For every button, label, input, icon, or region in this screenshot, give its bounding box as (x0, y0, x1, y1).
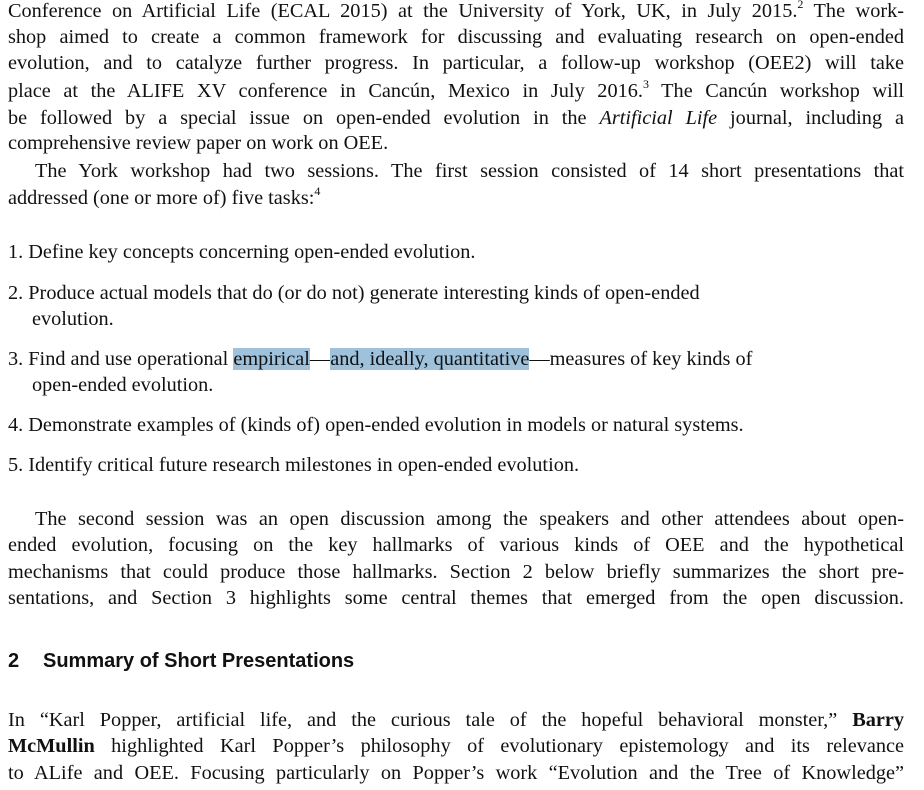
footnote-3-marker[interactable]: 3 (642, 77, 649, 91)
p4-line-2 (8, 733, 904, 759)
p1-line-4 (8, 78, 904, 104)
p1-line-6: comprehensive review paper on work on OEE. (8, 132, 389, 154)
p1-text: be followed by a special issue on open-ended evolution in the (8, 107, 600, 129)
p4-text: highlighted Karl Popper’s philosophy of evolutionary epistemology and its relevance (94, 735, 904, 757)
journal-name: Artificial Life (599, 107, 718, 129)
p2-line-2 (8, 185, 904, 211)
p3-line-4: sentations, and Section 3 highlights some central themes that emerged from the open discussion. (8, 587, 904, 609)
task-item-4: 4. Demonstrate examples of (kinds of) open-ended evolution in models or natural systems. (8, 414, 744, 436)
p3-line-1: The second session was an open discussion among the speakers and other attendees about open- (35, 508, 904, 530)
highlighted-text[interactable]: and, ideally, quantitative (330, 348, 530, 370)
section-title: Summary of Short Presentations (43, 650, 355, 672)
p4-line-1 (8, 707, 904, 733)
p3-line-3: mechanisms that could produce those hallmarks. Section 2 below briefly summarizes the short pre- (8, 561, 904, 583)
p2-line-1: The York workshop had two sessions. The first session consisted of 14 short presentations that (35, 160, 904, 182)
p2-text: addressed (one or more of) five tasks: (8, 187, 315, 209)
task-item-2-cont: evolution. (32, 308, 114, 330)
section-number: 2 (8, 650, 20, 672)
task-item-1: 1. Define key concepts concerning open-ended evolution. (8, 241, 476, 263)
task-item-3 (8, 346, 904, 372)
p4-text: In “Karl Popper, artificial life, and the curious tale of the hopeful behavioral monster,” (8, 709, 853, 731)
highlighted-text[interactable]: empirical (233, 348, 310, 370)
p1-line-5 (8, 105, 904, 131)
task-3-text: 3. Find and use operational (8, 348, 234, 370)
task-item-5: 5. Identify critical future research milestones in open-ended evolution. (8, 454, 580, 476)
p4-line-3: to ALife and OEE. Focusing particularly on Popper’s work “Evolution and the Tree of Knowledge” (8, 762, 904, 784)
task-item-2: 2. Produce actual models that do (or do not) generate interesting kinds of open-ended (8, 282, 700, 304)
p1-text: The Cancún workshop will (648, 80, 904, 102)
section-heading (8, 648, 354, 674)
p1-text: journal, including a (717, 107, 904, 129)
p1-line-3: evolution, and to catalyze further progress. In particular, a follow-up workshop (OEE2) will take (8, 52, 904, 74)
author-name: McMullin (8, 735, 95, 757)
task-3-text: —measures of key kinds of (529, 348, 753, 370)
footnote-2-marker[interactable]: 2 (797, 0, 804, 11)
p1-text: place at the ALIFE XV conference in Cancún, Mexico in July 2016. (8, 80, 643, 102)
p1-line-2: shop aimed to create a common framework for discussing and evaluating research on open-ended (8, 26, 904, 48)
p1-text: Conference on Artificial Life (ECAL 2015) at the University of York, UK, in July 2015. (8, 0, 798, 22)
p1-text: The work- (803, 0, 904, 22)
task-item-3-cont: open-ended evolution. (32, 374, 214, 396)
p1-line-1 (8, 0, 904, 24)
p3-line-2: ended evolution, focusing on the key hallmarks of various kinds of OEE and the hypothetical (8, 534, 904, 556)
author-name: Barry (852, 709, 904, 731)
footnote-4-marker[interactable]: 4 (314, 184, 321, 198)
task-3-dash: — (309, 348, 331, 370)
